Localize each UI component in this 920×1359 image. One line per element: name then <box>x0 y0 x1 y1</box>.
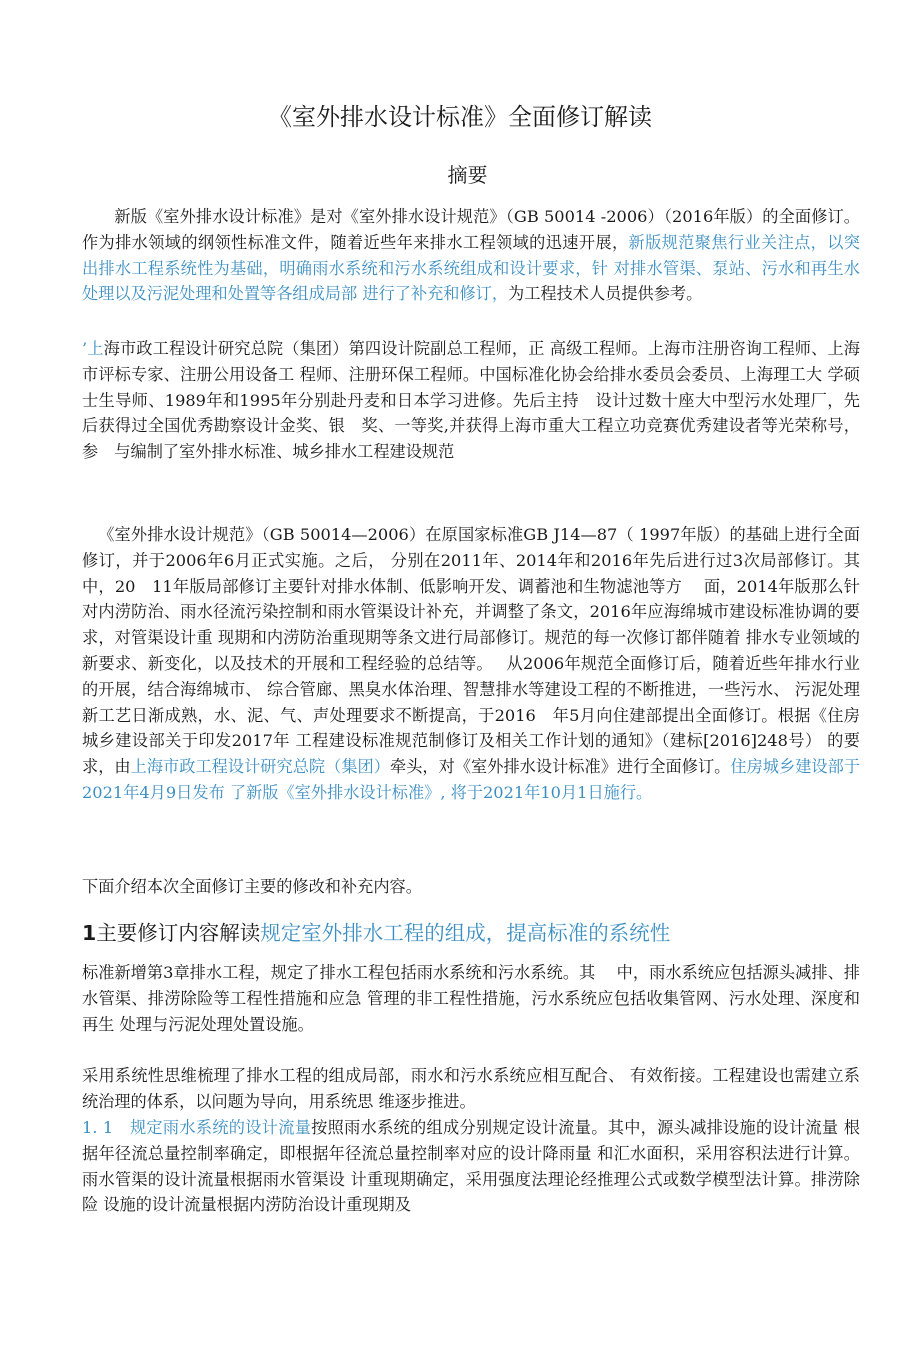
revision-history-paragraph <box>82 522 860 806</box>
section-1-heading-highlight: 规定室外排水工程的组成，提高标准的系统性 <box>260 921 671 945</box>
author-bio-paragraph <box>82 336 860 465</box>
section-1-paragraph-2: 采用系统性思维梳理了排水工程的组成局部，雨水和污水系统应相互配合、 有效衔接。工程建设也需建立系统治理的体系，以问题为导向，用系统思 维逐步推进。 <box>82 1066 860 1111</box>
release-date-highlight: 住房城乡建设部于2021年4月9日发布 了新版《室外排水设计标准》, 将于2021年10月1日施行。 <box>82 757 861 802</box>
subsection-1-1-paragraph <box>82 1115 860 1218</box>
subsection-1-1-heading: 1. 1 规定雨水系统的设计流量 <box>82 1118 312 1137</box>
revision-history-text: 《室外排水设计规范》（GB 50014—2006）在原国家标准GB J14—87（ 1997年版）的基础上进行全面修订，并于2006年6月正式实施。之后， 分别在2011年、2014年和2016年先后进行过3次局部修订。其中，20 11年版局部修订主要针对排水体制、低影响开发、调蓄池和生物滤池等方 面，2014年版那么针对内涝防治、雨水径流污染控制和雨水管渠设计补充，并调整了条文，2016年应海绵城市建设标准协调的要求，对管渠设计重 现期和内涝防治重现期等条文进行局部修订。规范的每一次修订都伴随着 排水专业领域的新要求、新变化，以及技术的开展和工程经验的总结等。 从2006年规范全面修订后，随着近些年排水行业的开展，结合海绵城市、 综合管廊、黑臭水体治理、智慧排水等建设工程的不断推进，一些污水、 污泥处理新工艺日渐成熟，水、泥、气、声处理要求不断提高，于2016 年5月向住建部提出全面修订。根据《住房城乡建设部关于印发2017年 工程建设标准规范制修订及相关工作计划的通知》（建标[2016]248号） 的要求，由 <box>82 525 860 777</box>
intro-line: 下面介绍本次全面修订主要的修改和补充内容。 <box>82 877 422 896</box>
subsection-1-1-text: 按照雨水系统的组成分别规定设计流量。其中，源头减排设施的设计流量 根据年径流总量控制率确定，即根据年径流总量控制率对应的设计降雨量 和汇水面积，采用容积法进行计算。雨水管渠的设计流量根据雨水管渠设 计重现期确定，采用强度法理论经推理公式或数学模型法计算。排涝除险 设施的设计流量根据内涝防治设计重现期及 <box>82 1118 860 1215</box>
section-1-paragraph-1: 标准新增第3章排水工程，规定了排水工程包括雨水系统和污水系统。其 中，雨水系统应包括源头减排、排水管渠、排涝除险等工程性措施和应急 管理的非工程性措施，污水系统应包括收集管网、污水处理、深度和再生 处理与污泥处理处置设施。 <box>82 963 860 1034</box>
revision-history-text-2: 牵头，对《室外排水设计标准》进行全面修订。 <box>389 757 731 777</box>
document-title: 《室外排水设计标准》全面修订解读 <box>268 103 652 131</box>
abstract-highlight: 新版规范聚焦行业关注点，以突 出排水工程系统性为基础，明确雨水系统和污水系统组成和设计要求，针 对排水管渠、泵站、污水和再生水处理以及污泥处理和处置等各组成局部 进行了补充和修订， <box>82 232 860 304</box>
abstract-paragraph <box>82 204 860 307</box>
abstract-text-end: 为工程技术人员提供参考。 <box>508 284 703 304</box>
abstract-heading: 摘要 <box>447 163 488 187</box>
section-1-heading-main: 主要修订内容解读 <box>96 921 261 945</box>
section-1-heading <box>82 918 670 948</box>
author-bio-text: 海市政工程设计研究总院（集团）第四设计院副总工程师，正 高级工程师。上海市注册咨询工程师、上海市评标专家、注册公用设备工 程师、注册环保工程师。中国标准化协会给排水委员会委员、上海理工大 学硕士生导师、1989年和1995年分别赴丹麦和日本学习进修。先后主持 设计过数十座大中型污水处理厂，先后获得过全国优秀勘察设计金奖、银 奖、一等奖,并获得上海市重大工程立功竞赛优秀建设者等光荣称号，参 与编制了室外排水标准、城乡排水工程建设规范 <box>82 339 860 462</box>
author-bio-prefix: ’上 <box>82 339 104 358</box>
abstract-text: 新版《室外排水设计标准》是对《室外排水设计规范》（GB 50014 -2006）（2016年版）的全面修订。作为排水领域的纲领性标准文件，随着近些年来排水工程领域的迅速开展， <box>82 207 860 252</box>
section-1-number: 1 <box>82 921 97 945</box>
lead-organization-highlight: 上海市政工程设计研究总院（集团） <box>130 757 390 777</box>
